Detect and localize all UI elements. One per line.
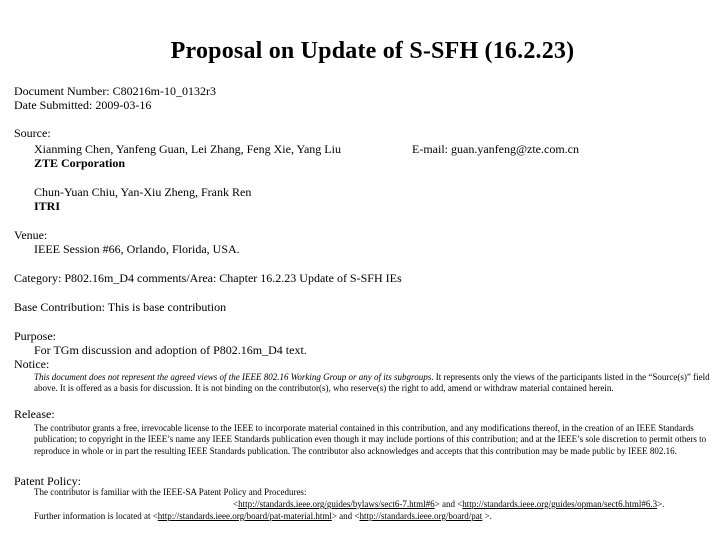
notice-italic-text: This document does not represent the agreed views of the IEEE 802.16 Working Group or any of its subgroups	[34, 372, 432, 382]
notice-text	[34, 372, 712, 395]
date-submitted: Date Submitted: 2009-03-16	[14, 98, 152, 112]
source-authors-zte: Xianming Chen, Yanfeng Guan, Lei Zhang, Feng Xie, Yang Liu	[34, 142, 341, 156]
release-label: Release:	[14, 407, 55, 421]
patent-close-2: >.	[482, 511, 492, 521]
pat-material-link[interactable]: http://standards.ieee.org/board/pat-material.html	[157, 511, 332, 521]
patent-line-3	[34, 511, 492, 522]
venue-label: Venue:	[14, 228, 48, 242]
patent-label: Patent Policy:	[14, 474, 81, 488]
opman-link[interactable]: http://standards.ieee.org/guides/opman/sect6.html#6.3	[462, 499, 658, 509]
source-label: Source:	[14, 126, 51, 140]
contact-email: E-mail: guan.yanfeng@zte.com.cn	[412, 142, 579, 156]
patent-line-1: The contributor is familiar with the IEEE-SA Patent Policy and Procedures:	[34, 487, 307, 497]
source-authors-itri: Chun-Yuan Chiu, Yan-Xiu Zheng, Frank Ren	[34, 185, 252, 199]
notice-label: Notice:	[14, 357, 50, 371]
pat-board-link[interactable]: http://standards.ieee.org/board/pat	[359, 511, 483, 521]
page-title: Proposal on Update of S-SFH (16.2.23)	[170, 38, 575, 64]
purpose-label: Purpose:	[14, 329, 56, 343]
base-contribution-line: Base Contribution: This is base contribution	[14, 300, 227, 314]
document-number: Document Number: C80216m-10_0132r3	[14, 84, 216, 98]
patent-further-text: Further information is located at <	[34, 511, 158, 521]
source-org-zte: ZTE Corporation	[34, 156, 126, 170]
patent-open-bracket: <	[233, 499, 239, 509]
release-text: The contributor grants a free, irrevocable license to the IEEE to incorporate material contained in this contribution, and any modifications thereof, in the creation of an IEEE Standards publication; to copyright in the IEEE’s name any IEEE Standards publication even though it may include portions of this contribution; and at the IEEE’s sole discretion to permit others to reproduce in whole or in part the resulting IEEE Standards publication. The contributor also acknowledges and accepts that this contribution may be made public by IEEE 802.16.	[34, 423, 707, 456]
category-line: Category: P802.16m_D4 comments/Area: Chapter 16.2.23 Update of S-SFH IEs	[14, 271, 402, 285]
source-org-itri: ITRI	[34, 199, 61, 213]
patent-close-1: >.	[657, 499, 665, 509]
notice-rest-text: . It represents only the views of the participants listed in the “Source(s)” field above. It is offered as a basis for discussion. It is not binding on the contributor(s), who reserve(s) the right to add, amend or withdraw material contained herein.	[34, 372, 710, 394]
purpose-text: For TGm discussion and adoption of P802.16m_D4 text.	[34, 343, 307, 357]
patent-and-text: > and <	[434, 499, 463, 509]
venue-text: IEEE Session #66, Orlando, Florida, USA.	[34, 242, 240, 256]
patent-line-2	[233, 499, 664, 510]
bylaws-link[interactable]: http://standards.ieee.org/guides/bylaws/sect6-7.html#6	[238, 499, 435, 509]
patent-and-text-2: > and <	[331, 511, 360, 521]
